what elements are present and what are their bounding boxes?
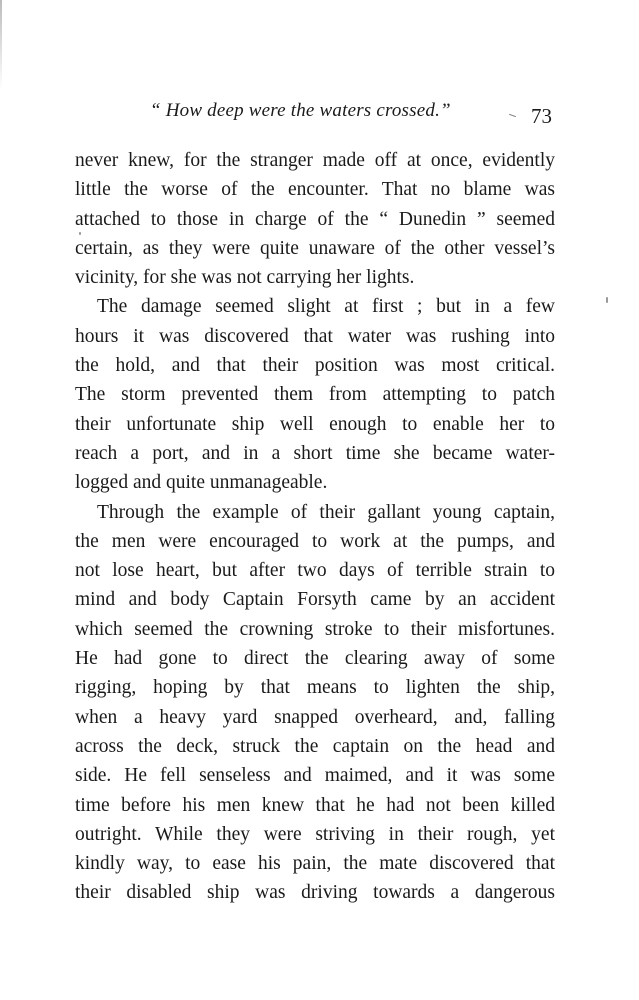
text-line: when a heavy yard snapped overheard, and, falling <box>75 706 555 728</box>
text-line: side. He fell senseless and maimed, and it was some <box>75 765 555 787</box>
text-line: The storm prevented them from attempting to patch <box>75 384 555 406</box>
text-line: the men were encouraged to work at the pumps, and <box>75 530 555 552</box>
text-line: The damage seemed slight at first ; but in a few <box>97 296 555 318</box>
text-line: the hold, and that their position was most critical. <box>75 355 555 377</box>
text-line: mind and body Captain Forsyth came by an accident <box>75 589 555 611</box>
running-title: “ How deep were the waters crossed.” <box>150 100 451 121</box>
text-line: logged and quite unmanageable. <box>75 472 328 494</box>
page-edge-shadow <box>0 0 2 90</box>
text-line: hours it was discovered that water was rushing into <box>75 325 555 347</box>
text-line: time before his men knew that he had not been killed <box>75 794 555 816</box>
text-line: which seemed the crowning stroke to their misfortunes. <box>75 618 555 640</box>
text-line: little the worse of the encounter. That no blame was <box>75 179 555 201</box>
text-line: never knew, for the stranger made off at once, evidently <box>75 150 555 171</box>
paper-speck <box>606 297 608 303</box>
text-line: He had gone to direct the clearing away of some <box>75 648 555 670</box>
text-line: certain, as they were quite unaware of the other vessel’s <box>75 237 555 259</box>
text-line: their disabled ship was driving towards a dangerous <box>75 882 555 904</box>
text-line: outright. While they were striving in their rough, yet <box>75 823 555 845</box>
text-line: rigging, hoping by that means to lighten the ship, <box>75 677 555 699</box>
text-line: not lose heart, but after two days of terrible strain to <box>75 560 555 582</box>
text-line: vicinity, for she was not carrying her lights. <box>75 267 415 289</box>
body-text <box>75 146 555 908</box>
text-line: reach a port, and in a short time she became water- <box>75 442 555 464</box>
text-line: their unfortunate ship well enough to enable her to <box>75 413 555 435</box>
running-header <box>0 98 639 134</box>
text-line: kindly way, to ease his pain, the mate discovered that <box>75 853 555 875</box>
text-line: Through the example of their gallant young captain, <box>97 501 555 523</box>
paper-speck <box>79 232 81 235</box>
text-line: across the deck, struck the captain on the head and <box>75 735 555 757</box>
page-number: 73 <box>531 104 552 128</box>
text-line: attached to those in charge of the “ Dunedin ” seemed <box>75 208 555 230</box>
